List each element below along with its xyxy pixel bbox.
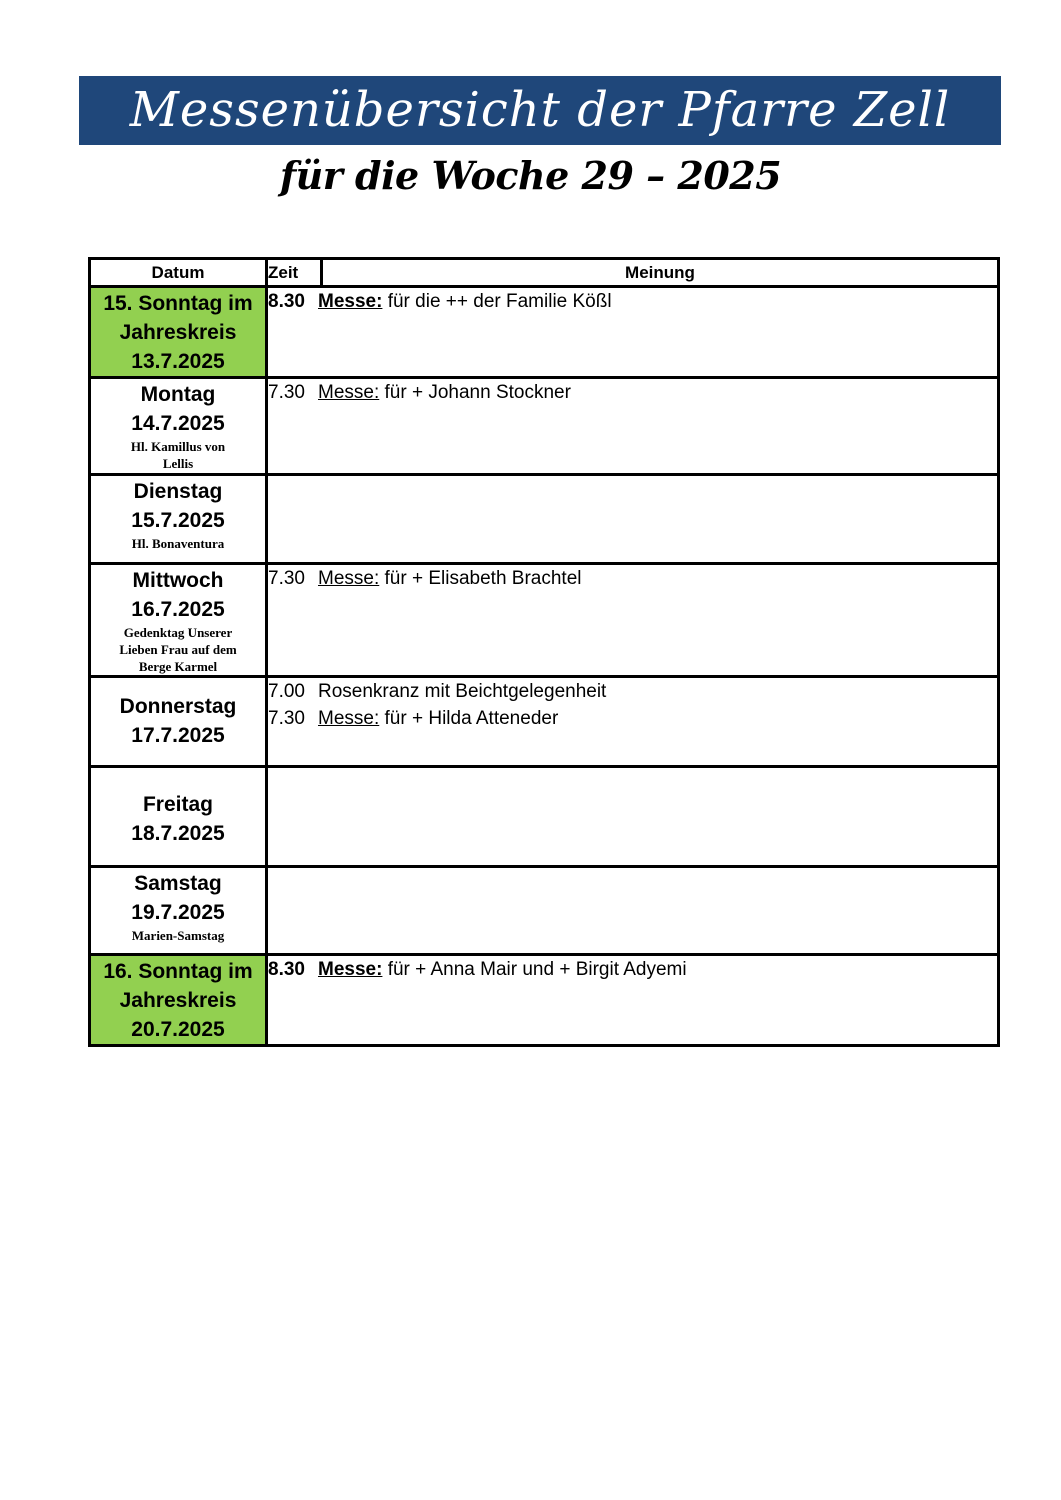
title-banner — [79, 76, 1001, 145]
entry-intention: für + Anna Mair und + Birgit Adyemi — [382, 959, 687, 980]
intention-cell — [267, 767, 999, 867]
date-cell — [90, 677, 267, 767]
entry-intention: für + Elisabeth Brachtel — [379, 568, 582, 589]
day-date: 14.7.2025 — [131, 412, 225, 435]
day-name: Freitag — [142, 793, 213, 816]
mass-entry — [268, 956, 997, 983]
date-cell — [90, 475, 267, 564]
saint-day: Hl. Kamillus von Lellis — [130, 439, 226, 471]
saint-day: Gedenktag Unserer Lieben Frau auf dem Berge Karmel — [119, 625, 237, 674]
entry-type: Messe: — [318, 382, 380, 403]
day-name: Dienstag — [133, 480, 223, 503]
page-subtitle: für die Woche 29 – 2025 — [279, 153, 782, 198]
date-cell — [90, 955, 267, 1046]
entry-type: Messe: — [318, 708, 380, 729]
day-name: Montag — [140, 383, 216, 406]
table-header-row — [90, 259, 999, 287]
entry-intention: für + Johann Stockner — [379, 382, 571, 403]
entry-intention: für + Hilda Atteneder — [379, 708, 559, 729]
table-row — [90, 677, 999, 767]
entry-time: 8.30 — [268, 959, 305, 980]
day-name: 16. Sonntag im Jahreskreis — [103, 960, 253, 1012]
day-date: 19.7.2025 — [131, 901, 225, 924]
mass-entry — [268, 705, 997, 732]
day-name: Donnerstag — [119, 695, 237, 718]
column-header-datum: Datum — [90, 259, 267, 287]
mass-entry — [268, 678, 997, 705]
mass-schedule-table — [88, 257, 1000, 1047]
table-row — [90, 287, 999, 378]
intention-cell — [267, 475, 999, 564]
intention-cell — [267, 378, 999, 475]
entry-type: Messe: — [318, 291, 383, 312]
mass-entry — [268, 288, 997, 315]
table-row — [90, 564, 999, 677]
column-header-meinung: Meinung — [322, 259, 999, 287]
day-date: 15.7.2025 — [131, 509, 225, 532]
day-date: 16.7.2025 — [131, 598, 225, 621]
table-row — [90, 475, 999, 564]
entry-intention: Rosenkranz mit Beichtgelegenheit — [318, 681, 607, 702]
intention-cell — [267, 287, 999, 378]
day-date: 20.7.2025 — [131, 1018, 225, 1041]
page-title: Messenübersicht der Pfarre Zell — [129, 82, 951, 138]
entry-time: 7.30 — [268, 382, 305, 403]
table-row — [90, 378, 999, 475]
saint-day: Hl. Bonaventura — [131, 536, 225, 551]
entry-time: 7.30 — [268, 568, 305, 589]
entry-time: 8.30 — [268, 291, 305, 312]
intention-cell — [267, 564, 999, 677]
column-header-zeit: Zeit — [267, 259, 322, 287]
saint-day: Marien-Samstag — [131, 928, 225, 943]
entry-time: 7.30 — [268, 708, 305, 729]
day-name: 15. Sonntag im Jahreskreis — [103, 292, 253, 344]
date-cell — [90, 287, 267, 378]
date-cell — [90, 378, 267, 475]
entry-type: Messe: — [318, 959, 383, 980]
intention-cell — [267, 955, 999, 1046]
entry-time: 7.00 — [268, 681, 305, 702]
table-row — [90, 955, 999, 1046]
day-name: Samstag — [134, 872, 222, 895]
entry-intention: für die ++ der Familie Kößl — [382, 291, 612, 312]
mass-entry — [268, 565, 997, 592]
date-cell — [90, 767, 267, 867]
table-row — [90, 867, 999, 955]
day-name: Mittwoch — [132, 569, 224, 592]
day-date: 17.7.2025 — [131, 724, 225, 747]
table-row — [90, 767, 999, 867]
mass-entry — [268, 379, 997, 406]
date-cell — [90, 564, 267, 677]
intention-cell — [267, 677, 999, 767]
day-date: 18.7.2025 — [131, 822, 225, 845]
date-cell — [90, 867, 267, 955]
day-date: 13.7.2025 — [131, 350, 225, 373]
intention-cell — [267, 867, 999, 955]
entry-type: Messe: — [318, 568, 380, 589]
